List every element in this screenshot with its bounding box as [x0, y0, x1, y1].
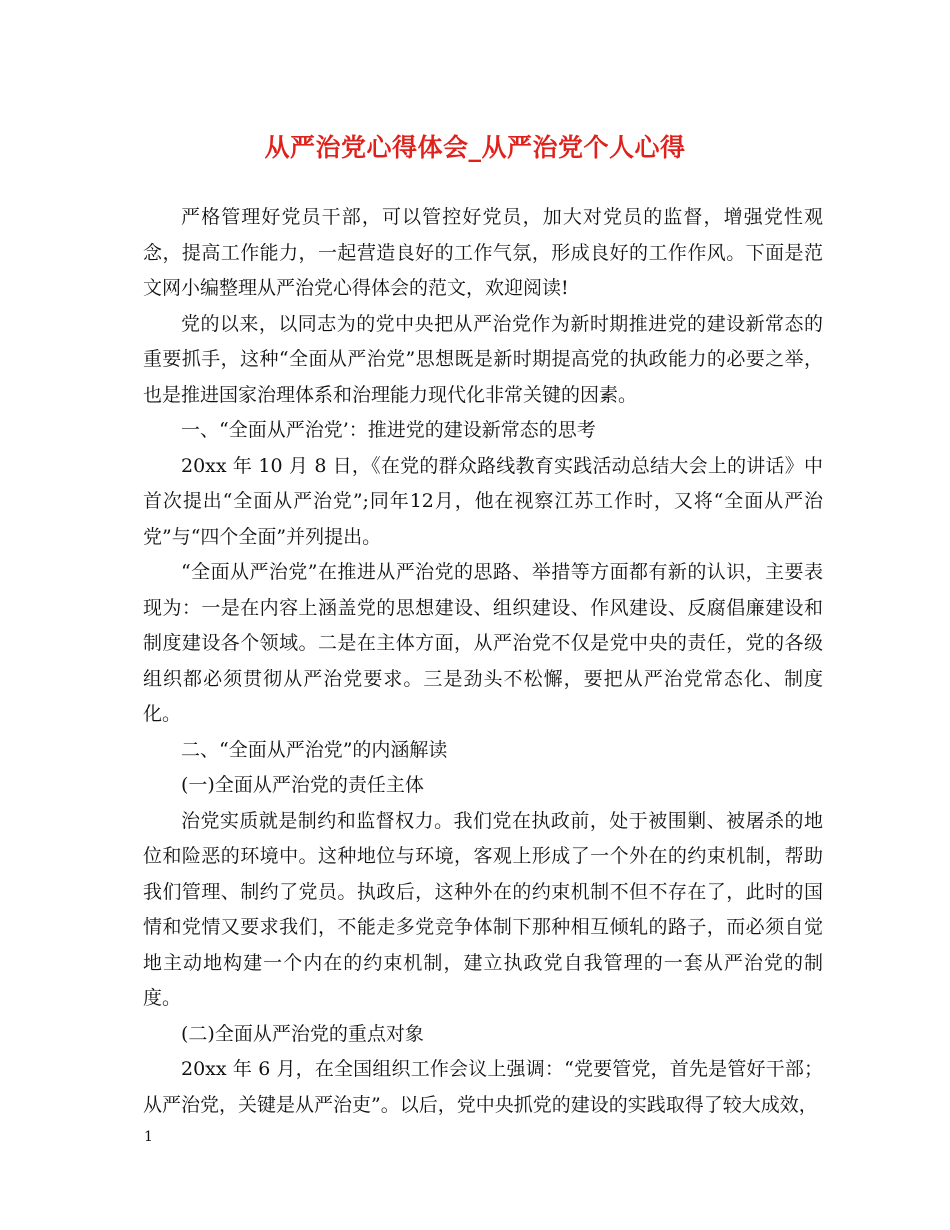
paragraph-background: 党的以来，以同志为的党中央把从严治党作为新时期推进党的建设新常态的重要抓手，这种“全面从严治党”思想既是新时期提高党的执政能力的必要之举，也是推进国家治理体系和治理能力现代化非常关键的因素。: [143, 312, 823, 406]
paragraph-key-targets: 20xx 年 6 月，在全国组织工作会议上强调：“党要管党，首先是管好干部；从严治党，关键是从严治吏”。以后，党中央抓党的建设的实践取得了较大成效，: [143, 1058, 823, 1116]
section-heading-2: 二、“全面从严治党”的内涵解读: [181, 738, 448, 761]
document-title: 从严治党心得体会_从严治党个人心得: [264, 133, 686, 162]
paragraph-intro: 严格管理好党员干部，可以管控好党员，加大对党员的监督，增强党性观念，提高工作能力，一起营造良好的工作气氛，形成良好的工作作风。下面是范文网小编整理从严治党心得体会的范文，欢迎阅读!: [143, 206, 823, 299]
subsection-heading-1: (一)全面从严治党的责任主体: [181, 774, 424, 796]
paragraph-first-proposal: 20xx 年 10 月 8 日，《在党的群众路线教育实践活动总结大会上的讲话》中首次提出“全面从严治党”;同年12月，他在视察江苏工作时，又将“全面从严治党”与“四个全面”并列提出。: [143, 454, 823, 548]
page-number: 1: [144, 1129, 153, 1145]
paragraph-responsibility: 治党实质就是制约和监督权力。我们党在执政前，处于被围剿、被屠杀的地位和险恶的环境中。这种地位与环境，客观上形成了一个外在的约束机制，帮助我们管理、制约了党员。执政后，这种外在的约束机制不但不存在了，此时的国情和党情又要求我们，不能走多党竞争体制下那种相互倾轧的路子，而必须自觉地主动地构建一个内在的约束机制，建立执政党自我管理的一套从严治党的制度。: [143, 809, 823, 1009]
document-body: [143, 200, 823, 1123]
section-heading-1: 一、“全面从严治党’：推进党的建设新常态的思考: [181, 419, 596, 441]
paragraph-new-understanding: “全面从严治党”在推进从严治党的思路、举措等方面都有新的认识，主要表现为：一是在内容上涵盖党的思想建设、组织建设、作风建设、反腐倡廉建设和制度建设各个领域。二是在主体方面，从严治党不仅是党中央的责任，党的各级组织都必须贯彻从严治党要求。三是劲头不松懈，要把从严治党常态化、制度化。: [143, 561, 823, 725]
subsection-heading-2: (二)全面从严治党的重点对象: [181, 1022, 424, 1045]
